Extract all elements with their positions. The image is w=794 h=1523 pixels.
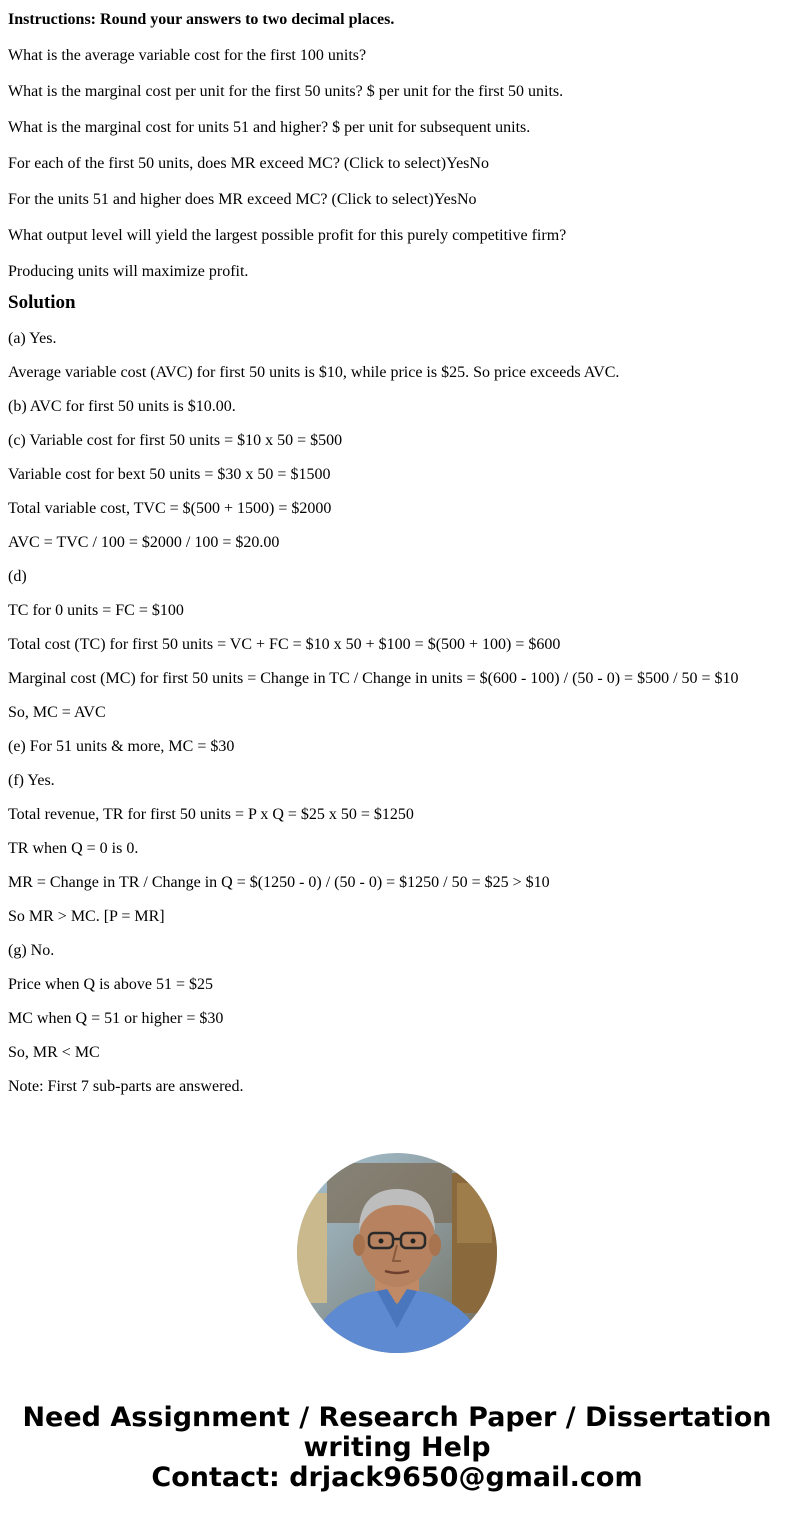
solution-line: Total revenue, TR for first 50 units = P x Q = $25 x 50 = $1250 [8, 806, 414, 823]
question-4: For each of the first 50 units, does MR exceed MC? (Click to select)YesNo [8, 155, 489, 172]
promo-contact: Contact: drjack9650@gmail.com [151, 1462, 643, 1493]
solution-line: AVC = TVC / 100 = $2000 / 100 = $20.00 [8, 534, 280, 551]
solution-line: Total cost (TC) for first 50 units = VC + FC = $10 x 50 + $100 = $(500 + 100) = $600 [8, 636, 561, 653]
solution-line: (b) AVC for first 50 units is $10.00. [8, 398, 236, 415]
solution-line: (a) Yes. [8, 330, 57, 347]
question-5: For the units 51 and higher does MR exceed MC? (Click to select)YesNo [8, 191, 477, 208]
author-avatar [297, 1153, 497, 1353]
question-2: What is the marginal cost per unit for the first 50 units? $ per unit for the first 50 units. [8, 83, 564, 100]
solution-line: Marginal cost (MC) for first 50 units = Change in TC / Change in units = $(600 - 100) / (50 - 0) = $500 / 50 = $10 [8, 670, 739, 687]
question-6: What output level will yield the largest possible profit for this purely competitive firm? [8, 227, 567, 244]
promo-banner [0, 1403, 794, 1493]
solution-line: TR when Q = 0 is 0. [8, 840, 139, 857]
solution-line: (g) No. [8, 942, 55, 959]
solution-line: So, MR < MC [8, 1044, 100, 1061]
solution-line: Note: First 7 sub-parts are answered. [8, 1078, 244, 1095]
solution-line: (c) Variable cost for first 50 units = $10 x 50 = $500 [8, 432, 343, 449]
solution-line: (e) For 51 units & more, MC = $30 [8, 738, 235, 755]
solution-line: MR = Change in TR / Change in Q = $(1250 - 0) / (50 - 0) = $1250 / 50 = $25 > $10 [8, 874, 550, 891]
solution-heading: Solution [8, 292, 76, 313]
author-photo-illustration [297, 1153, 497, 1353]
solution-line: Price when Q is above 51 = $25 [8, 976, 213, 993]
promo-line-1: Need Assignment / Research Paper / Dissertation [22, 1402, 772, 1433]
solution-line: (f) Yes. [8, 772, 55, 789]
solution-line: (d) [8, 568, 27, 585]
question-1: What is the average variable cost for the first 100 units? [8, 47, 367, 64]
solution-line: MC when Q = 51 or higher = $30 [8, 1010, 224, 1027]
question-7: Producing units will maximize profit. [8, 263, 249, 280]
solution-line: Total variable cost, TVC = $(500 + 1500) = $2000 [8, 500, 332, 517]
solution-line: So, MC = AVC [8, 704, 106, 721]
solution-line: Average variable cost (AVC) for first 50 units is $10, while price is $25. So price exceeds AVC. [8, 364, 620, 381]
question-3: What is the marginal cost for units 51 and higher? $ per unit for subsequent units. [8, 119, 531, 136]
promo-line-2: writing Help [303, 1432, 491, 1463]
solution-line: Variable cost for bext 50 units = $30 x 50 = $1500 [8, 466, 331, 483]
solution-line: TC for 0 units = FC = $100 [8, 602, 184, 619]
instructions: Instructions: Round your answers to two decimal places. [8, 11, 395, 28]
solution-line: So MR > MC. [P = MR] [8, 908, 165, 925]
